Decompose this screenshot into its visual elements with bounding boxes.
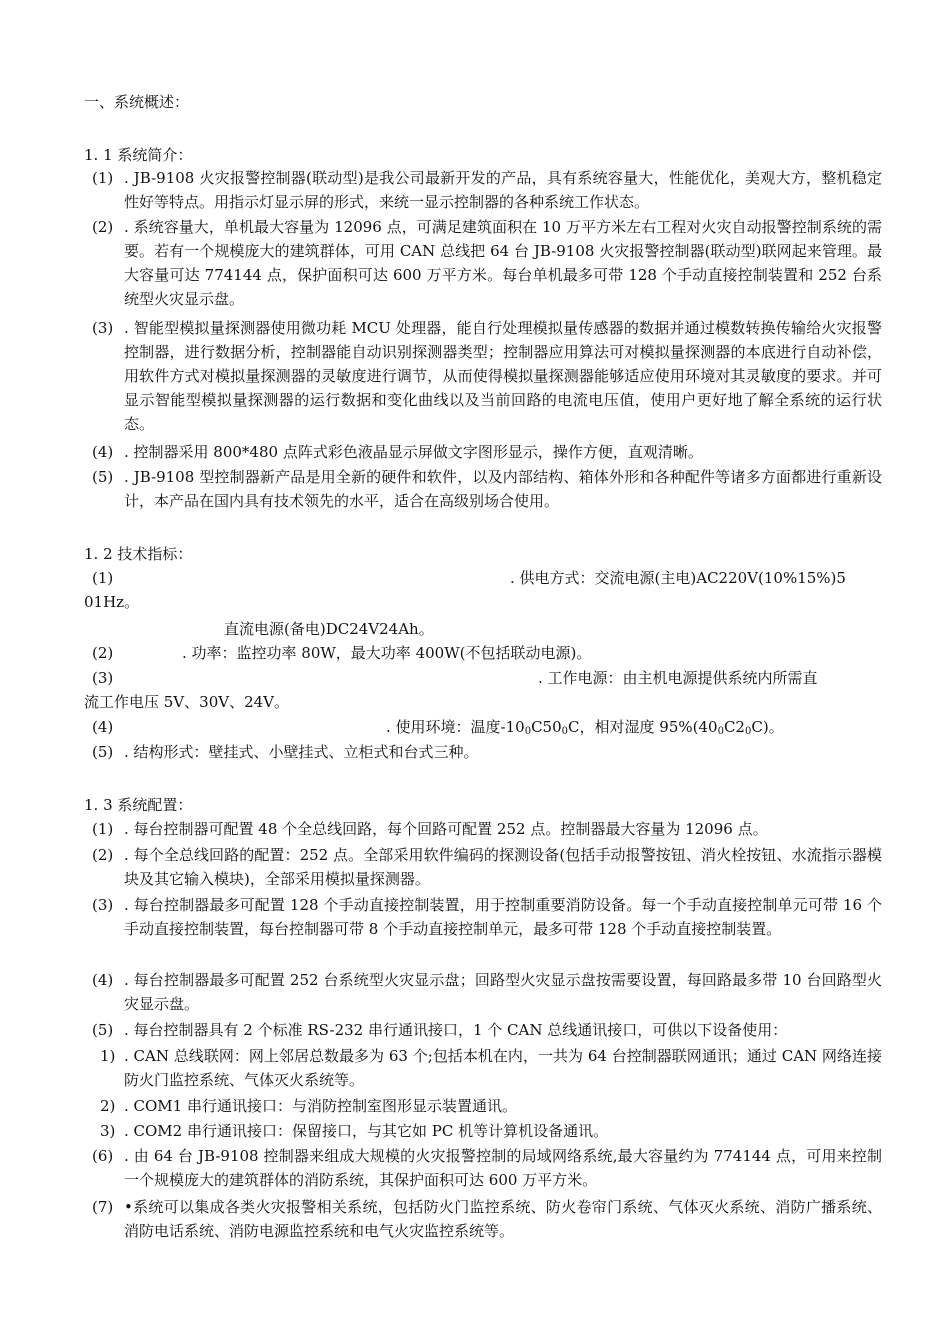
list-item	[92, 440, 882, 464]
list-item	[92, 968, 882, 1016]
spec-text: 直流电源(备电)DC24V24Ah。	[224, 620, 434, 638]
item-number: (4)	[92, 971, 114, 989]
item-number: (2)	[92, 846, 114, 864]
item-text: . CAN 总线联网：网上邻居总数最多为 63 个;包括本机在内，一共为 64 台控制器联网通讯；通过 CAN 网络连接防火门监控系统、气体灭火系统等。	[124, 1047, 882, 1089]
item-number: (1)	[92, 820, 114, 838]
item-number: (5)	[92, 468, 114, 486]
item-number: (4)	[92, 443, 114, 461]
item-number: 1)	[100, 1047, 116, 1065]
item-text: . 每台控制器最多可配置 128 个手动直接控制装置，用于控制重要消防设备。每一个手动直接控制单元可带 16 个手动直接控制装置，每台控制器可带 8 个手动直接控制单元，最多可带 128 个手动直接控制装置。	[124, 896, 882, 938]
list-item	[92, 817, 882, 841]
heading-overview: 1. 1 系统简介：	[84, 146, 193, 164]
spec-text: 流工作电压 5V、30V、24V。	[84, 693, 289, 711]
list-item	[92, 465, 882, 513]
list-item	[92, 316, 882, 436]
item-text: . 控制器采用 800*480 点阵式彩色液晶显示屏做文字图形显示，操作方便，直观清晰。	[124, 443, 703, 461]
list-item	[92, 843, 882, 891]
spec-text: 01Hz。	[84, 593, 140, 611]
list-item	[92, 1094, 882, 1118]
item-text: . 系统容量大，单机最大容量为 12096 点，可满足建筑面积在 10 万平方米左右工程对火灾自动报警控制系统的需要。若有一个规模庞大的建筑群体，可用 CAN 总线把 64 台 JB-9108 火灾报警控制器(联动型)联网起来管理。最大容量可达 774144 点，保护面积可达 600 万平方米。每台单机最多可带 128 个手动直接控制装置和 252 台系统型火灾显示盘。	[124, 218, 882, 308]
item-number: (7)	[92, 1198, 114, 1216]
item-text: . 由 64 台 JB-9108 控制器来组成大规模的火灾报警控制的局域网络系统,最大容量约为 774144 点，可用来控制一个规模庞大的建筑群体的消防系统，其保护面积可达 600 万平方米。	[124, 1147, 882, 1189]
item-number: 2)	[100, 1097, 116, 1115]
spec-text: . 工作电源：由主机电源提供系统内所需直	[538, 669, 818, 687]
item-number: (3)	[92, 896, 114, 914]
spec-number: (2)	[92, 644, 114, 662]
spec-text: . 使用环境：温度$-10_0C50_0C$，相对湿度 $95\%(40_0C2_0C)$。	[386, 718, 784, 737]
item-text: •系统可以集成各类火灾报警相关系统，包括防火门监控系统、防火卷帘门系统、气体灭火系统、消防广播系统、消防电话系统、消防电源监控系统和电气火灾监控系统等。	[124, 1198, 882, 1240]
item-text: . JB-9108 型控制器新产品是用全新的硬件和软件，以及内部结构、箱体外形和各种配件等诸多方面都进行重新设计，本产品在国内具有技术领先的水平，适合在高级别场合使用。	[124, 468, 882, 510]
item-text: . COM2 串行通讯接口：保留接口，与其它如 PC 机等计算机设备通讯。	[124, 1122, 609, 1140]
item-number: (2)	[92, 218, 114, 236]
item-text: . 每个全总线回路的配置：252 点。全部采用软件编码的探测设备(包括手动报警按钮、消火栓按钮、水流指示器模块及其它输入模块)，全部采用模拟量探测器。	[124, 846, 882, 888]
item-text: . 智能型模拟量探测器使用微功耗 MCU 处理器，能自行处理模拟量传感器的数据并通过模数转换传输给火灾报警控制器，进行数据分析，控制器能自动识别探测器类型；控制器应用算法可对模拟量探测器的本底进行自动补偿，用软件方式对模拟量探测器的灵敏度进行调节，从而使得模拟量探测器能够适应使用环境对其灵敏度的要求。并可显示智能型模拟量探测器的运行数据和变化曲线以及当前回路的电流电压值，使用户更好地了解全系统的运行状态。	[124, 319, 882, 433]
item-text: . 每台控制器具有 2 个标准 RS-232 串行通讯接口，1 个 CAN 总线通讯接口，可供以下设备使用：	[124, 1021, 788, 1039]
item-number: (3)	[92, 319, 114, 337]
spec-number: (3)	[92, 669, 114, 687]
item-text: . 每台控制器最多可配置 252 台系统型火灾显示盘；回路型火灾显示盘按需要设置，每回路最多带 10 台回路型火灾显示盘。	[124, 971, 882, 1013]
item-text: . JB-9108 火灾报警控制器(联动型)是我公司最新开发的产品，具有系统容量大，性能优化，美观大方，整机稳定性好等特点。用指示灯显示屏的形式，来统一显示控制器的各种系统工作状态。	[124, 169, 882, 211]
section-title: 一、系统概述：	[84, 93, 190, 111]
list-item	[92, 215, 882, 311]
item-text: . COM1 串行通讯接口：与消防控制室图形显示装置通讯。	[124, 1097, 517, 1115]
item-text: . 每台控制器可配置 48 个全总线回路，每个回路可配置 252 点。控制器最大容量为 12096 点。	[124, 820, 768, 838]
list-item	[92, 1018, 882, 1042]
list-item	[92, 1195, 882, 1243]
item-number: (6)	[92, 1147, 114, 1165]
heading-specs: 1. 2 技术指标：	[84, 545, 193, 563]
list-item	[92, 1044, 882, 1092]
spec-text: . 结构形式：壁挂式、小壁挂式、立柜式和台式三种。	[124, 743, 479, 761]
item-number: (1)	[92, 169, 114, 187]
list-item	[92, 1144, 882, 1192]
list-item	[92, 166, 882, 214]
item-number: (5)	[92, 1021, 114, 1039]
heading-config: 1. 3 系统配置：	[84, 796, 193, 814]
spec-number: (1)	[92, 569, 114, 587]
spec-text: . 供电方式：交流电源(主电)AC220V(10%15%)5	[510, 569, 846, 587]
spec-number: (5)	[92, 743, 114, 761]
list-item	[92, 893, 882, 941]
list-item	[92, 1119, 882, 1143]
spec-text: . 功率：监控功率 80W，最大功率 400W(不包括联动电源)。	[182, 644, 592, 662]
spec-number: (4)	[92, 718, 114, 736]
item-number: 3)	[100, 1122, 116, 1140]
